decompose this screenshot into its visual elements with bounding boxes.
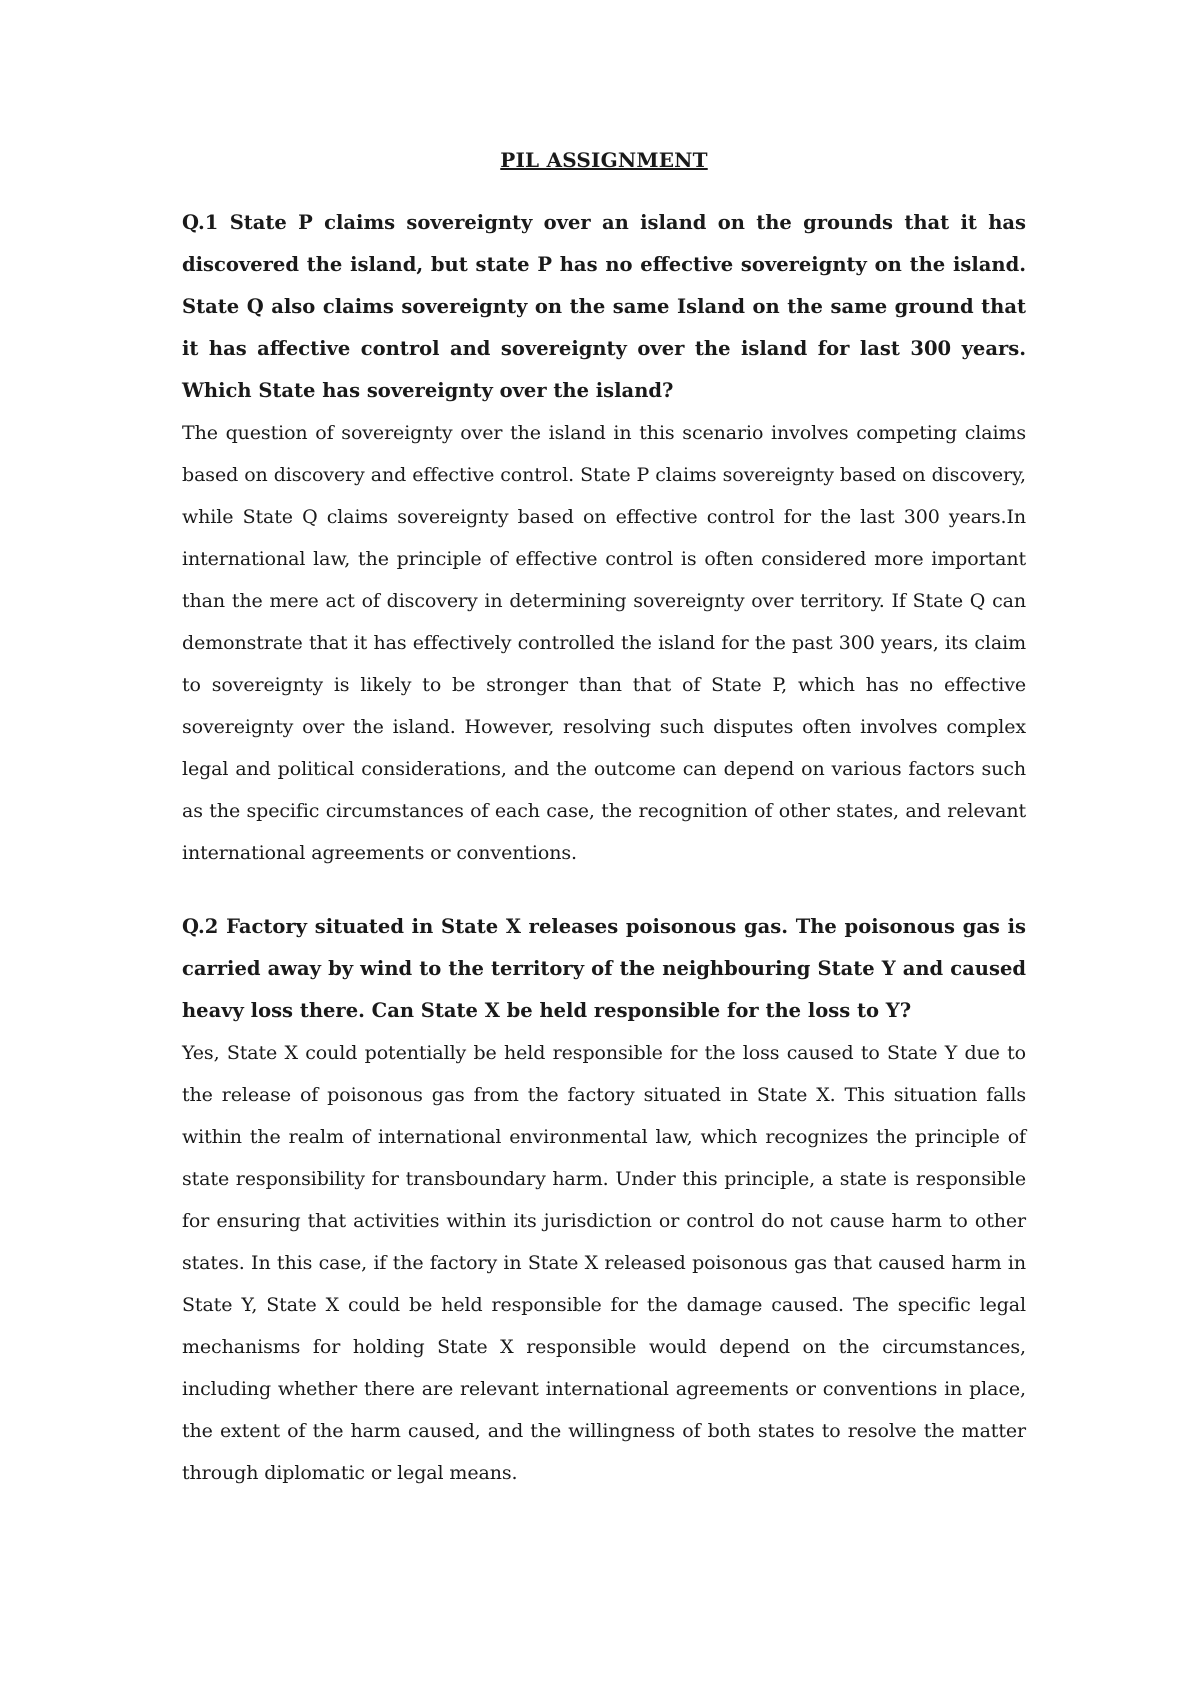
answer-text: The question of sovereignty over the island in this scenario involves competing claims based on discovery and effective control. State P claims sovereignty based on discovery, while State Q claims sovereignty based on effective control for the last 300 years.In international law, the principle of effective control is often considered more important than the mere act of discovery in determining sovereignty over territory. If State Q can demonstrate that it has effectively controlled the island for the past 300 years, its claim to sovereignty is likely to be stronger than that of State P, which has no effective sovereignty over the island. However, resolving such disputes often involves complex legal and political considerations, and the outcome can depend on various factors such as the specific circumstances of each case, the recognition of other states, and relevant international agreements or conventions. xyxy=(182,422,1026,864)
document-page xyxy=(182,138,1026,1494)
answer-text: Yes, State X could potentially be held responsible for the loss caused to State Y due to the release of poisonous gas from the factory situated in State X. This situation falls within the realm of international environmental law, which recognizes the principle of state responsibility for transboundary harm. Under this principle, a state is responsible for ensuring that activities within its jurisdiction or control do not cause harm to other states. In this case, if the factory in State X released poisonous gas that caused harm in State Y, State X could be held responsible for the damage caused. The specific legal mechanisms for holding State X responsible would depend on the circumstances, including whether there are relevant international agreements or conventions in place, the extent of the harm caused, and the willingness of both states to resolve the matter through diplomatic or legal means. xyxy=(182,1042,1026,1484)
question-text: Q.2 Factory situated in State X releases poisonous gas. The poisonous gas is carried away by wind to the territory of the neighbouring State Y and caused heavy loss there. Can State X be held responsible for the loss to Y? xyxy=(182,915,1026,1022)
question-block-2 xyxy=(182,906,1026,1494)
section-spacer xyxy=(182,874,1026,906)
document-title: PIL ASSIGNMENT xyxy=(500,148,708,172)
question-text: Q.1 State P claims sovereignty over an island on the grounds that it has discovered the island, but state P has no effective sovereignty on the island. State Q also claims sovereignty on the same Island on the same ground that it has affective control and sovereignty over the island for last 300 years. Which State has sovereignty over the island? xyxy=(182,211,1026,402)
question-block-1 xyxy=(182,202,1026,874)
